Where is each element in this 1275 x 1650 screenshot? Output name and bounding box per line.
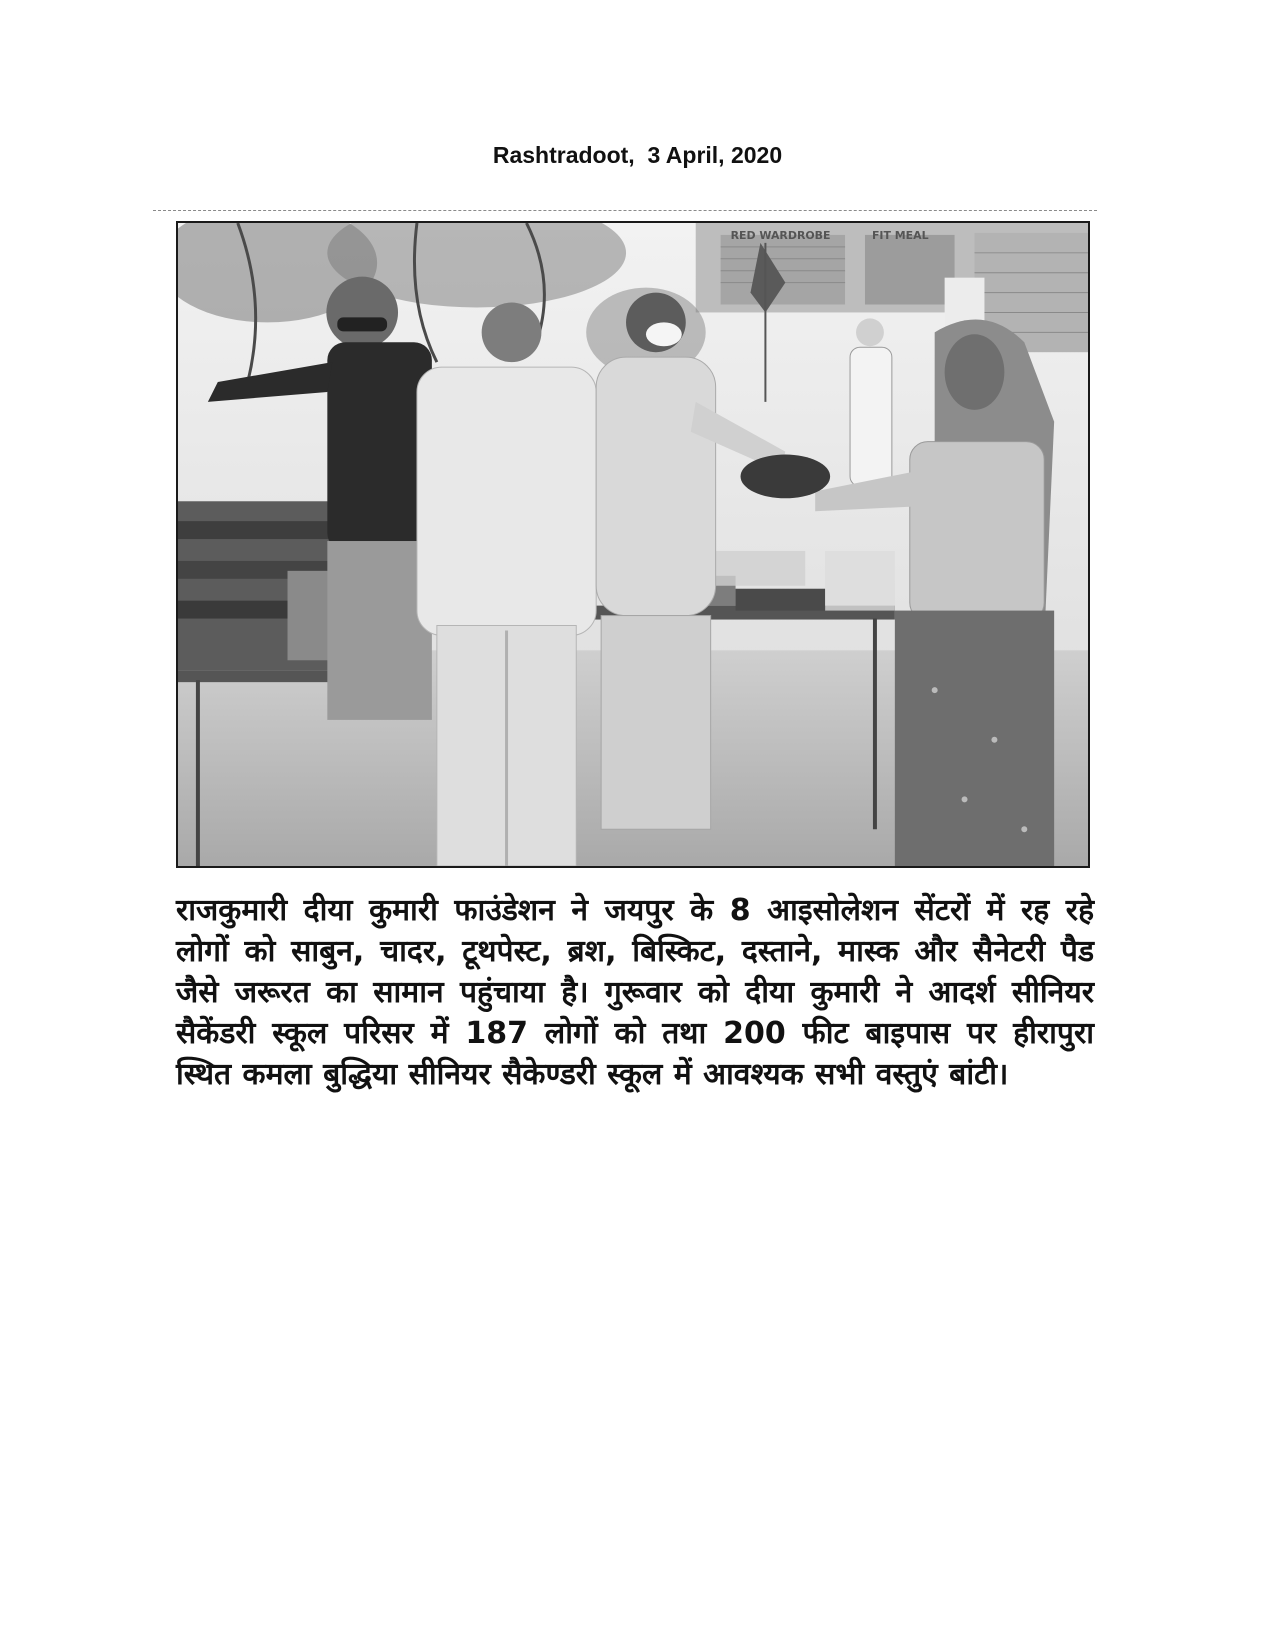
- shop-sign-1: RED WARDROBE: [730, 228, 831, 242]
- news-caption: राजकुमारी दीया कुमारी फाउंडेशन ने जयपुर के 8 आइसोलेशन सेंटरों में रह रहे लोगों को साबुन, चादर, टूथपेस्ट, ब्रश, बिस्किट, दस्ताने, मास्क और सैनेटरी पैड जैसे जरूरत का सामान पहुंचाया है। गुरूवार को दीया कुमारी ने आदर्श सीनियर सैकेंडरी स्कूल परिसर में 187 लोगों को तथा 200 फीट बाइपास पर हीरापुरा स्थित कमला बुद्धिया सीनियर सैकेण्डरी स्कूल में आवश्यक सभी वस्तुएं बांटी।: [176, 893, 1094, 1092]
- man-white-shirt: [417, 303, 596, 866]
- newspaper-dateline: Rashtradoot, 3 April, 2020: [492, 142, 783, 168]
- news-photo-illustration: [178, 223, 1088, 866]
- supply-bag: [741, 455, 831, 499]
- dashed-divider: [153, 210, 1097, 211]
- news-photo: [176, 221, 1090, 868]
- shop-sign-2: FIT MEAL: [871, 228, 929, 242]
